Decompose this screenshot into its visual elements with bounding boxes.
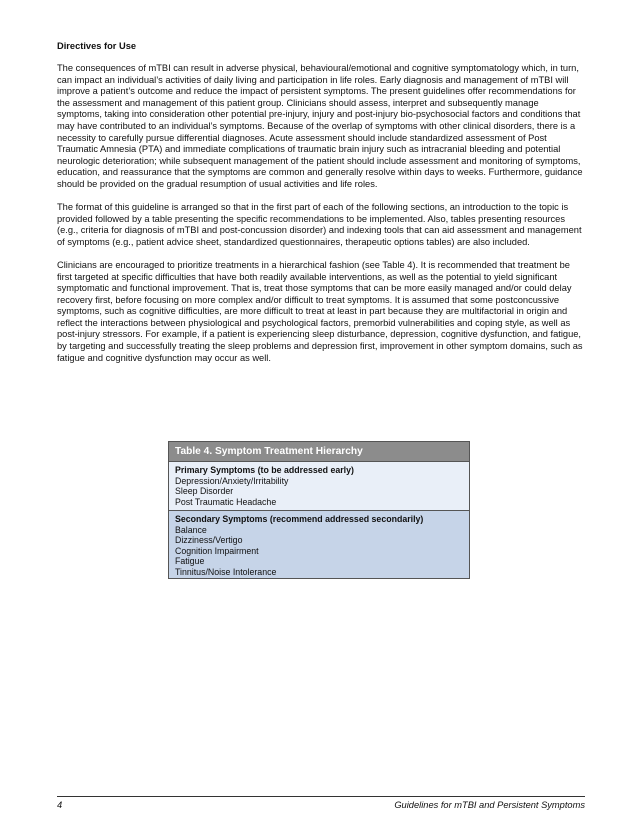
list-item: Balance: [175, 524, 207, 535]
list-item: Sleep Disorder: [175, 486, 234, 497]
list-item: Tinnitus/Noise Intolerance: [175, 566, 277, 577]
paragraph-format: The format of this guideline is arranged so that in the first part of each of the following sections, an introduction to the topic is provided followed by a table presenting the specific recommendations to be implemented. Also, tables presenting resources (e.g., criteria for diagnosis of mTBI and post-concussion disorder) and indexing tools that can aid assessment and management of symptoms (e.g., patient advice sheet, standardized questionnaires, therapeutic options tables) are also included.: [57, 202, 582, 247]
footer-divider: [57, 796, 585, 797]
paragraph-consequences: The consequences of mTBI can result in adverse physical, behavioural/emotional and cognitive symptomatology which, in turn, can impact an individual’s activities of daily living and participation in life roles. Early diagnosis and management of mTBI will improve a patient’s outcome and reduce the impact of persistent symptoms. The present guidelines offer recommendations for the assessment and management of this patient group. Clinicians should assess, interpret and subsequently manage symptoms, taking into consideration other potential pre-injury, injury and post-injury bio-psychosocial factors and conditions that may have contributed to an individual’s symptoms. Because of the overlap of symptoms with other clinical disorders, there is a necessity to carefully pursue differential diagnoses. Acute assessment should include standardized assessment of Post Traumatic Amnesia (PTA) and immediate complications of traumatic brain injury such as intracranial bleeding and potential neurologic deterioration; while subsequent management of the patient should include assessment and monitoring of symptoms, education, and reassurance that the symptoms are common and generally resolve within days to weeks. Furthermore, guidance should be provided on the gradual resumption of usual activities and life roles.: [57, 63, 583, 189]
page-number: 4: [57, 800, 63, 810]
section-heading: Directives for Use: [57, 41, 137, 51]
secondary-symptoms-section: [169, 510, 469, 578]
table-title: Table 4. Symptom Treatment Hierarchy: [169, 442, 469, 461]
footer-title: Guidelines for mTBI and Persistent Symptoms: [394, 800, 585, 810]
list-item: Dizziness/Vertigo: [175, 535, 243, 546]
secondary-symptoms-title: Secondary Symptoms (recommend addressed secondarily): [175, 514, 424, 524]
page-body: [57, 40, 585, 376]
list-item: Post Traumatic Headache: [175, 496, 277, 507]
primary-symptoms-title: Primary Symptoms (to be addressed early): [175, 465, 354, 475]
primary-symptoms-section: [169, 461, 469, 510]
list-item: Cognition Impairment: [175, 545, 259, 556]
list-item: Fatigue: [175, 556, 205, 567]
list-item: Depression/Anxiety/Irritability: [175, 475, 289, 486]
paragraph-prioritize: Clinicians are encouraged to prioritize treatments in a hierarchical fashion (see Table 4). It is recommended that treatment be first targeted at specific difficulties that have both readily available interventions, as well as the potential to yield significant symptomatic and functional improvement. That is, treat those symptoms that can be more easily managed and/or could delay recovery first, before focusing on more complex and/or difficult to treat symptoms. It is assumed that some postconcussive symptoms, such as cognitive difficulties, are more difficult to treat at least in part because they are multifactorial in origin and reflect the interactions between physiological and psychological factors, premorbid vulnerabilities and coping style, as well as post-injury stressors. For example, if a patient is experiencing sleep disturbance, depression, cognitive dysfunction, and fatigue, by targeting and successfully treating the sleep problems and depression first, improvement in other symptom domains, such as fatigue and cognitive dysfunction may occur as well.: [57, 259, 583, 363]
symptom-hierarchy-table: [168, 441, 470, 579]
